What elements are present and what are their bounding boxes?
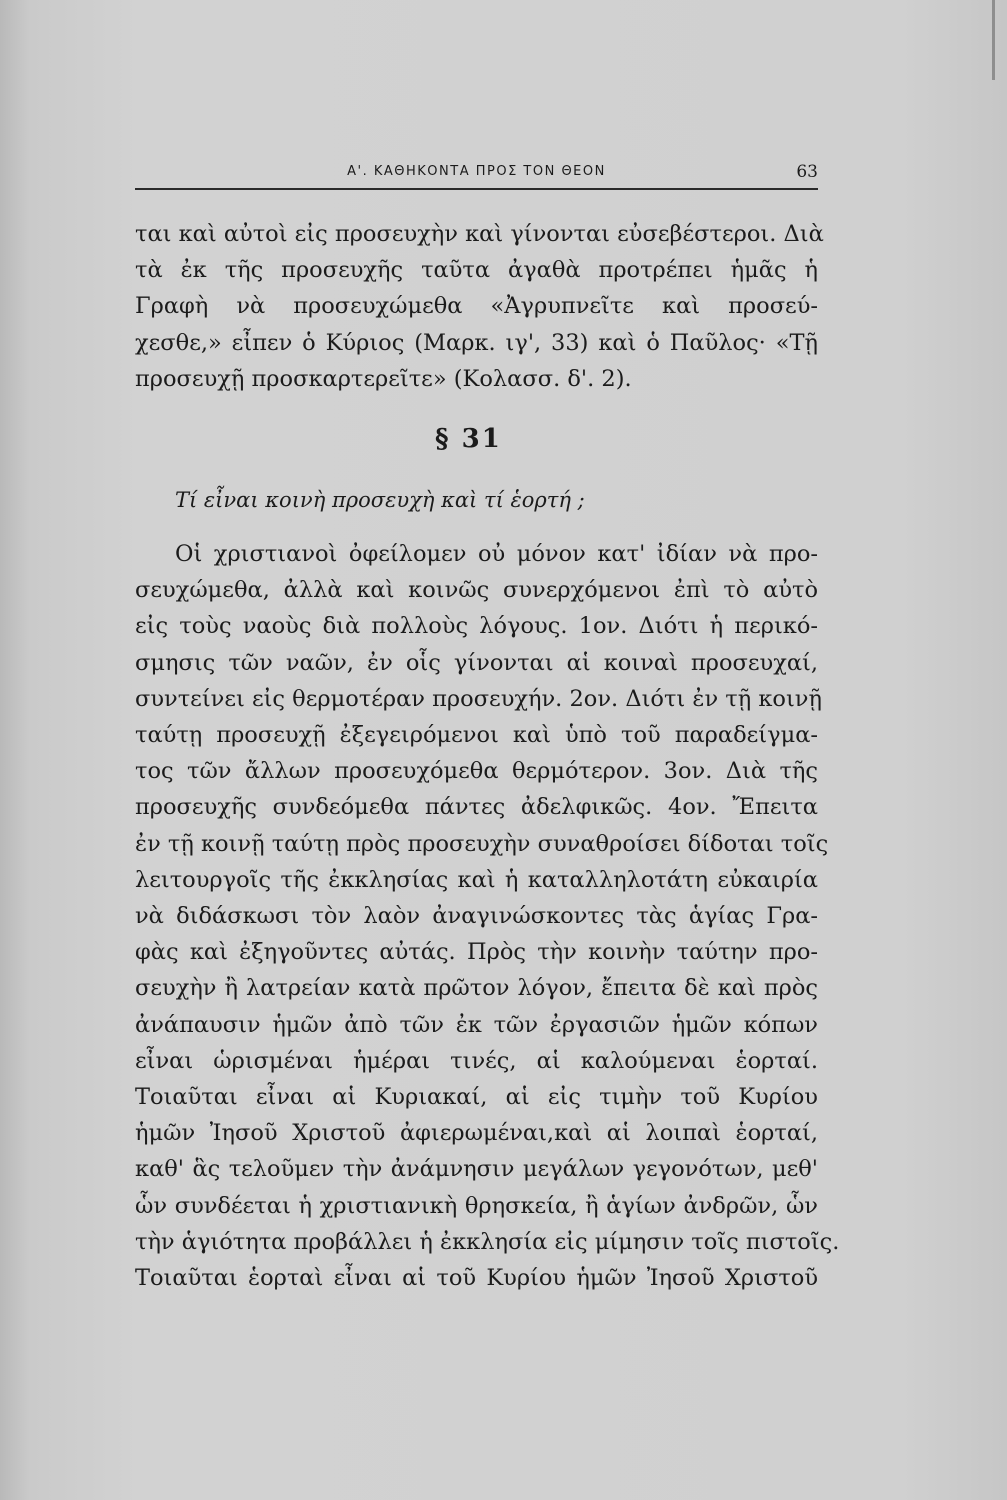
text-line: σευχὴν ἢ λατρείαν κατὰ πρῶτον λόγον, ἔπειτα δὲ καὶ πρὸς (135, 975, 818, 1002)
page-number: 63 (796, 162, 818, 182)
text-line: προσευχῇ προσκαρτερεῖτε» (Κολασσ. δ'. 2). (135, 365, 632, 392)
section-heading: § 31 (435, 424, 502, 454)
question-heading: Τί εἶναι κοινὴ προσευχὴ καὶ τί ἑορτή ; (175, 488, 585, 512)
text-line: ἡμῶν Ἰησοῦ Χριστοῦ ἀφιερωμέναι,καὶ αἱ λοιπαὶ ἑορταί, (135, 1120, 818, 1147)
top-paragraph (135, 216, 824, 397)
text-line: ἀνάπαυσιν ἡμῶν ἀπὸ τῶν ἐκ τῶν ἐργασιῶν ἡμῶν κόπων (135, 1011, 818, 1038)
text-line: ἐν τῇ κοινῇ ταύτῃ πρὸς προσευχὴν συναθροίσει δίδοται τοῖς (135, 830, 829, 857)
page-edge-mark (992, 0, 995, 80)
text-line: Τοιαῦται εἶναι αἱ Κυριακαί, αἱ εἰς τιμὴν τοῦ Κυρίου (135, 1084, 818, 1111)
text-line: τος τῶν ἄλλων προσευχόμεθα θερμότερον. 3ον. Διὰ τῆς (135, 758, 818, 785)
text-line: φὰς καὶ ἐξηγοῦντες αὐτάς. Πρὸς τὴν κοινὴν ταύτην προ- (135, 939, 818, 966)
text-line: ὧν συνδέεται ἡ χριστιανικὴ θρησκεία, ἢ ἁγίων ἀνδρῶν, ὧν (135, 1192, 818, 1219)
page-header (135, 158, 818, 190)
text-line: λειτουργοῖς τῆς ἐκκλησίας καὶ ἡ καταλληλοτάτη εὐκαιρία (135, 866, 818, 893)
text-line: Γραφὴ νὰ προσευχώμεθα «Ἀγρυπνεῖτε καὶ προσεύ- (135, 293, 818, 320)
text-line: ται καὶ αὐτοὶ εἰς προσευχὴν καὶ γίνονται εὐσεβέστεροι. Διὰ (135, 221, 824, 247)
text-line: Τοιαῦται ἑορταὶ εἶναι αἱ τοῦ Κυρίου ἡμῶν Ἰησοῦ Χριστοῦ (135, 1265, 818, 1292)
text-line: Οἱ χριστιανοὶ ὀφείλομεν οὐ μόνον κατ' ἰδίαν νὰ προ- (175, 541, 818, 567)
text-line: συντείνει εἰς θερμοτέραν προσευχήν. 2ον. Διότι ἐν τῇ κοινῇ (135, 685, 822, 712)
text-line: εἶναι ὡρισμέναι ἡμέραι τινές, αἱ καλούμεναι ἑορταί. (135, 1047, 818, 1074)
running-head: Α'. ΚΑΘΗΚΟΝΤΑ ΠΡΟΣ ΤΟΝ ΘΕΟΝ (347, 164, 606, 179)
text-line: καθ' ἃς τελοῦμεν τὴν ἀνάμνησιν μεγάλων γεγονότων, μεθ' (135, 1156, 818, 1183)
text-line: ταύτῃ προσευχῇ ἐξεγειρόμενοι καὶ ὑπὸ τοῦ παραδείγμα- (135, 722, 818, 749)
text-line: νὰ διδάσκωσι τὸν λαὸν ἀναγινώσκοντες τὰς ἁγίας Γρα- (135, 903, 818, 930)
text-line: προσευχῆς συνδεόμεθα πάντες ἀδελφικῶς. 4ον. Ἔπειτα (135, 794, 818, 821)
text-line: τὰ ἐκ τῆς προσευχῆς ταῦτα ἀγαθὰ προτρέπει ἡμᾶς ἡ (135, 257, 818, 284)
text-line: εἰς τοὺς ναοὺς διὰ πολλοὺς λόγους. 1ον. Διότι ἡ περικό- (135, 613, 818, 640)
text-line: τὴν ἁγιότητα προβάλλει ἡ ἐκκλησία εἰς μίμησιν τοῖς πιστοῖς. (135, 1228, 840, 1255)
text-line: σμησις τῶν ναῶν, ἐν οἷς γίνονται αἱ κοιναὶ προσευχαί, (135, 649, 818, 676)
main-paragraph (135, 536, 840, 1296)
text-line: σευχώμεθα, ἀλλὰ καὶ κοινῶς συνερχόμενοι ἐπὶ τὸ αὐτὸ (135, 577, 818, 604)
text-line: χεσθε,» εἶπεν ὁ Κύριος (Μαρκ. ιγ', 33) καὶ ὁ Παῦλος· «Τῇ (135, 329, 818, 356)
